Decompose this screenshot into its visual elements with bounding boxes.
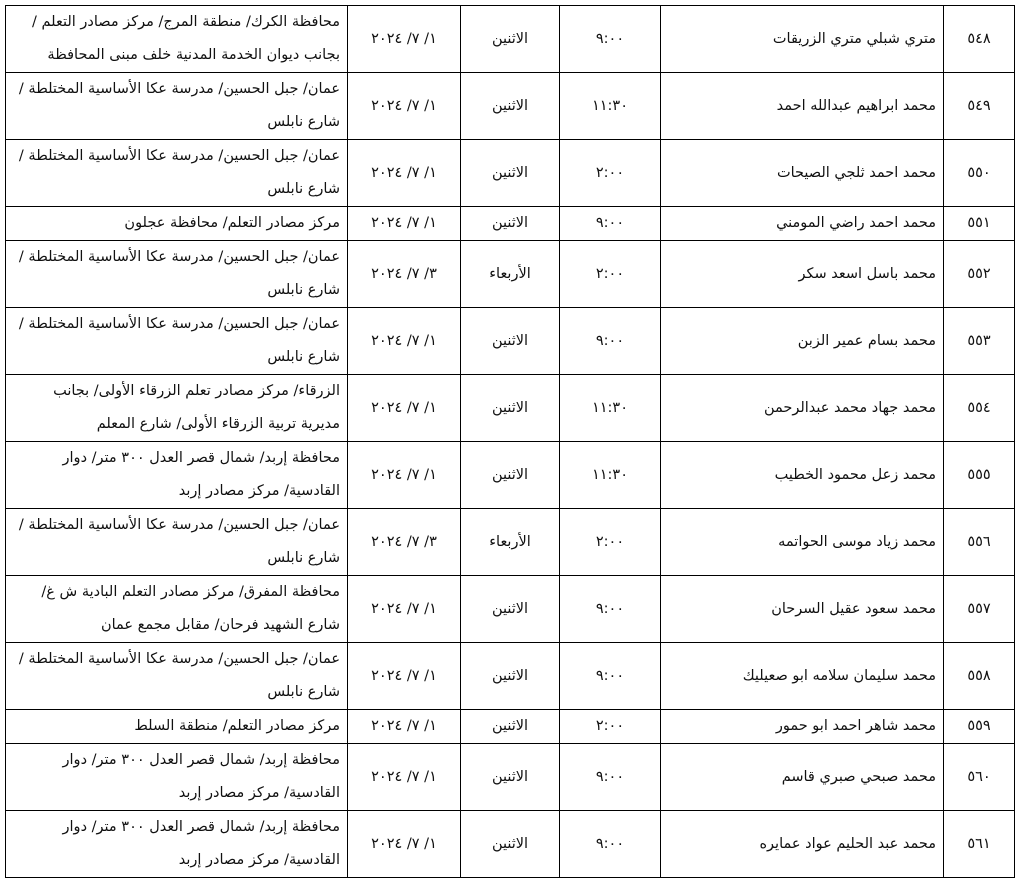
- appointment-date: ١/ ٧/ ٢٠٢٤: [348, 576, 461, 643]
- table-row: [6, 207, 1015, 241]
- appointment-date: ١/ ٧/ ٢٠٢٤: [348, 744, 461, 811]
- person-name: محمد شاهر احمد ابو حمور: [661, 710, 944, 744]
- row-number: ٥٥١: [944, 207, 1015, 241]
- location-address: عمان/ جبل الحسين/ مدرسة عكا الأساسية المختلطة / شارع نابلس: [6, 509, 348, 576]
- appointment-day: الاثنين: [461, 308, 560, 375]
- person-name: محمد عبد الحليم عواد عمايره: [661, 811, 944, 878]
- appointment-date: ١/ ٧/ ٢٠٢٤: [348, 811, 461, 878]
- appointment-day: الاثنين: [461, 576, 560, 643]
- location-address: مركز مصادر التعلم/ منطقة السلط: [6, 710, 348, 744]
- appointment-date: ١/ ٧/ ٢٠٢٤: [348, 140, 461, 207]
- table-row: [6, 643, 1015, 710]
- location-address: الزرقاء/ مركز مصادر تعلم الزرقاء الأولى/ بجانب مديرية تربية الزرقاء الأولى/ شارع المعلم: [6, 375, 348, 442]
- appointment-time: ٩:٠٠: [560, 811, 661, 878]
- person-name: محمد سعود عقيل السرحان: [661, 576, 944, 643]
- appointment-date: ١/ ٧/ ٢٠٢٤: [348, 308, 461, 375]
- person-name: محمد بسام عمير الزبن: [661, 308, 944, 375]
- appointment-time: ٩:٠٠: [560, 576, 661, 643]
- appointment-time: ٩:٠٠: [560, 207, 661, 241]
- appointment-date: ٣/ ٧/ ٢٠٢٤: [348, 509, 461, 576]
- appointment-date: ١/ ٧/ ٢٠٢٤: [348, 643, 461, 710]
- appointment-time: ٢:٠٠: [560, 710, 661, 744]
- row-number: ٥٥٧: [944, 576, 1015, 643]
- appointment-day: الاثنين: [461, 744, 560, 811]
- appointment-time: ٩:٠٠: [560, 744, 661, 811]
- appointment-date: ١/ ٧/ ٢٠٢٤: [348, 73, 461, 140]
- person-name: متري شبلي متري الزريقات: [661, 6, 944, 73]
- appointment-time: ١١:٣٠: [560, 73, 661, 140]
- person-name: محمد صبحي صبري قاسم: [661, 744, 944, 811]
- location-address: محافظة المفرق/ مركز مصادر التعلم البادية ش غ/ شارع الشهيد فرحان/ مقابل مجمع عمان: [6, 576, 348, 643]
- appointment-day: الاثنين: [461, 811, 560, 878]
- appointment-day: الاثنين: [461, 710, 560, 744]
- location-address: محافظة إربد/ شمال قصر العدل ٣٠٠ متر/ دوار القادسية/ مركز مصادر إربد: [6, 811, 348, 878]
- table-row: [6, 6, 1015, 73]
- appointment-day: الاثنين: [461, 207, 560, 241]
- table-row: [6, 241, 1015, 308]
- location-address: عمان/ جبل الحسين/ مدرسة عكا الأساسية المختلطة / شارع نابلس: [6, 140, 348, 207]
- person-name: محمد احمد راضي المومني: [661, 207, 944, 241]
- person-name: محمد سليمان سلامه ابو صعيليك: [661, 643, 944, 710]
- row-number: ٥٦٠: [944, 744, 1015, 811]
- table-row: [6, 811, 1015, 878]
- row-number: ٥٤٨: [944, 6, 1015, 73]
- person-name: محمد ابراهيم عبدالله احمد: [661, 73, 944, 140]
- appointment-day: الاثنين: [461, 643, 560, 710]
- appointment-day: الاثنين: [461, 6, 560, 73]
- schedule-sheet: [5, 5, 1015, 878]
- appointment-day: الاثنين: [461, 375, 560, 442]
- appointment-time: ٢:٠٠: [560, 241, 661, 308]
- person-name: محمد زياد موسى الحواتمه: [661, 509, 944, 576]
- location-address: عمان/ جبل الحسين/ مدرسة عكا الأساسية المختلطة / شارع نابلس: [6, 241, 348, 308]
- table-row: [6, 308, 1015, 375]
- row-number: ٥٥٦: [944, 509, 1015, 576]
- location-address: محافظة الكرك/ منطقة المرج/ مركز مصادر التعلم / بجانب ديوان الخدمة المدنية خلف مبنى المحافظة: [6, 6, 348, 73]
- appointment-time: ٩:٠٠: [560, 308, 661, 375]
- appointment-date: ١/ ٧/ ٢٠٢٤: [348, 207, 461, 241]
- table-row: [6, 442, 1015, 509]
- table-row: [6, 140, 1015, 207]
- row-number: ٥٥٨: [944, 643, 1015, 710]
- appointment-date: ١/ ٧/ ٢٠٢٤: [348, 6, 461, 73]
- row-number: ٥٥٣: [944, 308, 1015, 375]
- appointment-day: الأربعاء: [461, 509, 560, 576]
- appointment-time: ٩:٠٠: [560, 6, 661, 73]
- row-number: ٥٥٩: [944, 710, 1015, 744]
- table-row: [6, 375, 1015, 442]
- appointment-date: ١/ ٧/ ٢٠٢٤: [348, 442, 461, 509]
- table-row: [6, 744, 1015, 811]
- location-address: عمان/ جبل الحسين/ مدرسة عكا الأساسية المختلطة / شارع نابلس: [6, 308, 348, 375]
- appointment-time: ٢:٠٠: [560, 140, 661, 207]
- appointment-time: ٩:٠٠: [560, 643, 661, 710]
- appointment-day: الاثنين: [461, 140, 560, 207]
- appointment-time: ١١:٣٠: [560, 442, 661, 509]
- appointment-day: الاثنين: [461, 442, 560, 509]
- appointment-date: ٣/ ٧/ ٢٠٢٤: [348, 241, 461, 308]
- row-number: ٥٥٢: [944, 241, 1015, 308]
- person-name: محمد جهاد محمد عبدالرحمن: [661, 375, 944, 442]
- appointment-time: ٢:٠٠: [560, 509, 661, 576]
- schedule-body: [6, 6, 1015, 878]
- table-row: [6, 73, 1015, 140]
- person-name: محمد باسل اسعد سكر: [661, 241, 944, 308]
- location-address: محافظة إربد/ شمال قصر العدل ٣٠٠ متر/ دوار القادسية/ مركز مصادر إربد: [6, 744, 348, 811]
- appointment-day: الأربعاء: [461, 241, 560, 308]
- row-number: ٥٥٤: [944, 375, 1015, 442]
- appointment-time: ١١:٣٠: [560, 375, 661, 442]
- row-number: ٥٦١: [944, 811, 1015, 878]
- location-address: عمان/ جبل الحسين/ مدرسة عكا الأساسية المختلطة / شارع نابلس: [6, 73, 348, 140]
- table-row: [6, 509, 1015, 576]
- location-address: عمان/ جبل الحسين/ مدرسة عكا الأساسية المختلطة / شارع نابلس: [6, 643, 348, 710]
- row-number: ٥٤٩: [944, 73, 1015, 140]
- person-name: محمد زعل محمود الخطيب: [661, 442, 944, 509]
- appointment-day: الاثنين: [461, 73, 560, 140]
- row-number: ٥٥٥: [944, 442, 1015, 509]
- schedule-table: [5, 5, 1015, 878]
- person-name: محمد احمد ثلجي الصيحات: [661, 140, 944, 207]
- table-row: [6, 576, 1015, 643]
- appointment-date: ١/ ٧/ ٢٠٢٤: [348, 375, 461, 442]
- appointment-date: ١/ ٧/ ٢٠٢٤: [348, 710, 461, 744]
- location-address: محافظة إربد/ شمال قصر العدل ٣٠٠ متر/ دوار القادسية/ مركز مصادر إربد: [6, 442, 348, 509]
- table-row: [6, 710, 1015, 744]
- row-number: ٥٥٠: [944, 140, 1015, 207]
- location-address: مركز مصادر التعلم/ محافظة عجلون: [6, 207, 348, 241]
